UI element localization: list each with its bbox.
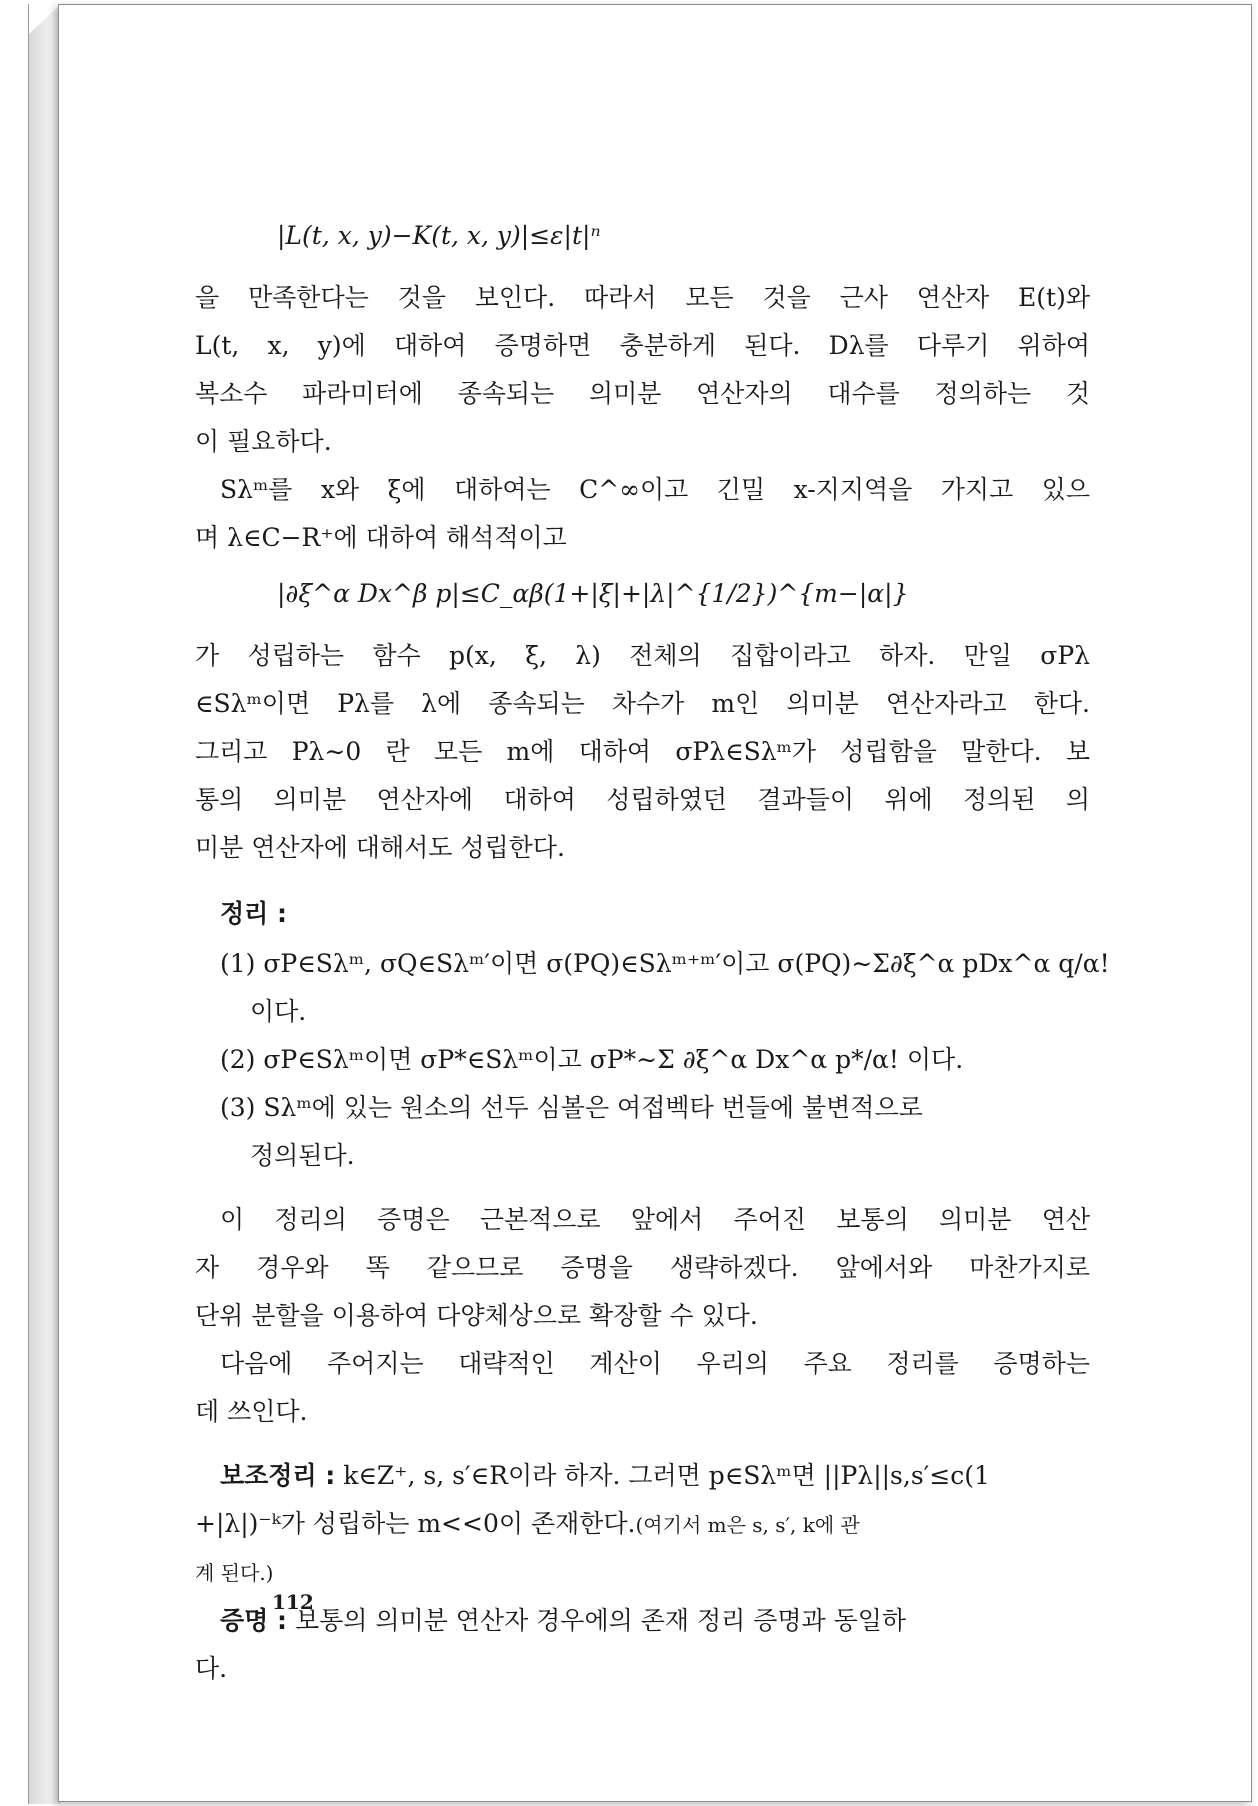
proof <box>195 1597 1090 1693</box>
text-line: Sλᵐ를 x와 ξ에 대하여는 C^∞이고 긴밀 x-지지역을 가지고 있으 <box>220 475 1090 504</box>
theorem-heading: 정리 : <box>220 899 288 928</box>
lemma <box>195 1452 1090 1597</box>
proof-line-2: 다. <box>195 1654 228 1683</box>
text-line: ∈Sλᵐ이면 Pλ를 λ에 종속되는 차수가 m인 의미분 연산자라고 한다. <box>195 689 1090 718</box>
text-line: 이 정리의 증명은 근본적으로 앞에서 주어진 보통의 의미분 연산 <box>220 1205 1090 1234</box>
text-line: 그리고 Pλ∼0 란 모든 m에 대하여 σPλ∈Sλᵐ가 성립함을 말한다. 보 <box>195 737 1090 766</box>
lemma-note: (여기서 m은 s, s′, k에 관 <box>635 1513 860 1537</box>
equation-2: |∂ξ^α Dx^β p|≤C_αβ(1+|ξ|+|λ|^{1/2})^{m−|α|} <box>277 579 909 608</box>
text-line: 단위 분할을 이용하여 다양체상으로 확장할 수 있다. <box>195 1301 758 1330</box>
paragraph-5 <box>195 1340 1090 1436</box>
paragraph-3 <box>195 632 1090 872</box>
proof-line-1 <box>195 1597 1090 1645</box>
lemma-line-3: 계 된다.) <box>195 1561 274 1585</box>
theorem-item-1: (1) σP∈Sλᵐ, σQ∈Sλᵐ′이면 σ(PQ)∈Sλᵐ⁺ᵐ′이고 σ(PQ)∼Σ∂ξ^α pDx^α q/α! <box>220 949 1110 978</box>
proof-text: 보통의 의미분 연산자 경우에의 존재 정리 증명과 동일하 <box>294 1606 907 1635</box>
text-line: 복소수 파라미터에 종속되는 의미분 연산자의 대수를 정의하는 것 <box>195 379 1090 408</box>
text-line: 미분 연산자에 대해서도 성립한다. <box>195 833 565 862</box>
theorem-item-1-cont: 이다. <box>250 997 307 1026</box>
text-line: 다음에 주어지는 대략적인 계산이 우리의 주요 정리를 증명하는 <box>220 1349 1090 1378</box>
theorem-item-2: (2) σP∈Sλᵐ이면 σP*∈Sλᵐ이고 σP*∼Σ ∂ξ^α Dx^α p*/α! 이다. <box>220 1045 964 1074</box>
lemma-text: +|λ|)⁻ᵏ가 성립하는 m<<0이 존재한다. <box>195 1509 636 1538</box>
text-line: 통의 의미분 연산자에 대하여 성립하였던 결과들이 위에 정의된 의 <box>195 785 1090 814</box>
theorem-item-3: (3) Sλᵐ에 있는 원소의 선두 심볼은 여접벡타 번들에 불변적으로 <box>220 1093 923 1122</box>
theorem <box>195 890 1110 1180</box>
lemma-line-2 <box>195 1500 1090 1549</box>
text-line: 을 만족한다는 것을 보인다. 따라서 모든 것을 근사 연산자 E(t)와 <box>195 283 1090 312</box>
text-line: 데 쓰인다. <box>195 1397 308 1426</box>
proof-label: 증명 : <box>220 1606 288 1635</box>
text-line: L(t, x, y)에 대하여 증명하면 충분하게 된다. Dλ를 다루기 위하여 <box>195 331 1090 360</box>
paragraph-4 <box>195 1196 1090 1340</box>
paragraph-1 <box>195 274 1090 466</box>
page-edge <box>28 4 61 1804</box>
lemma-line-1 <box>195 1452 1090 1500</box>
page-content <box>195 212 1110 1693</box>
theorem-item-3-cont: 정의된다. <box>250 1141 355 1170</box>
text-line: 며 λ∈C−R⁺에 대하여 해석적이고 <box>195 523 567 552</box>
lemma-text: k∈Z⁺, s, s′∈R이라 하자. 그러면 p∈Sλᵐ면 ||Pλ||s,s′≤c(1 <box>343 1461 990 1490</box>
text-line: 자 경우와 똑 같으므로 증명을 생략하겠다. 앞에서와 마찬가지로 <box>195 1253 1090 1282</box>
page-number: 112 <box>272 1590 314 1614</box>
equation-1: |L(t, x, y)−K(t, x, y)|≤ε|t|ⁿ <box>277 221 601 250</box>
lemma-label: 보조정리 : <box>220 1461 336 1490</box>
text-line: 가 성립하는 함수 p(x, ξ, λ) 전체의 집합이라고 하자. 만일 σPλ <box>195 641 1090 670</box>
text-line: 이 필요하다. <box>195 427 332 456</box>
paragraph-2 <box>195 466 1090 562</box>
